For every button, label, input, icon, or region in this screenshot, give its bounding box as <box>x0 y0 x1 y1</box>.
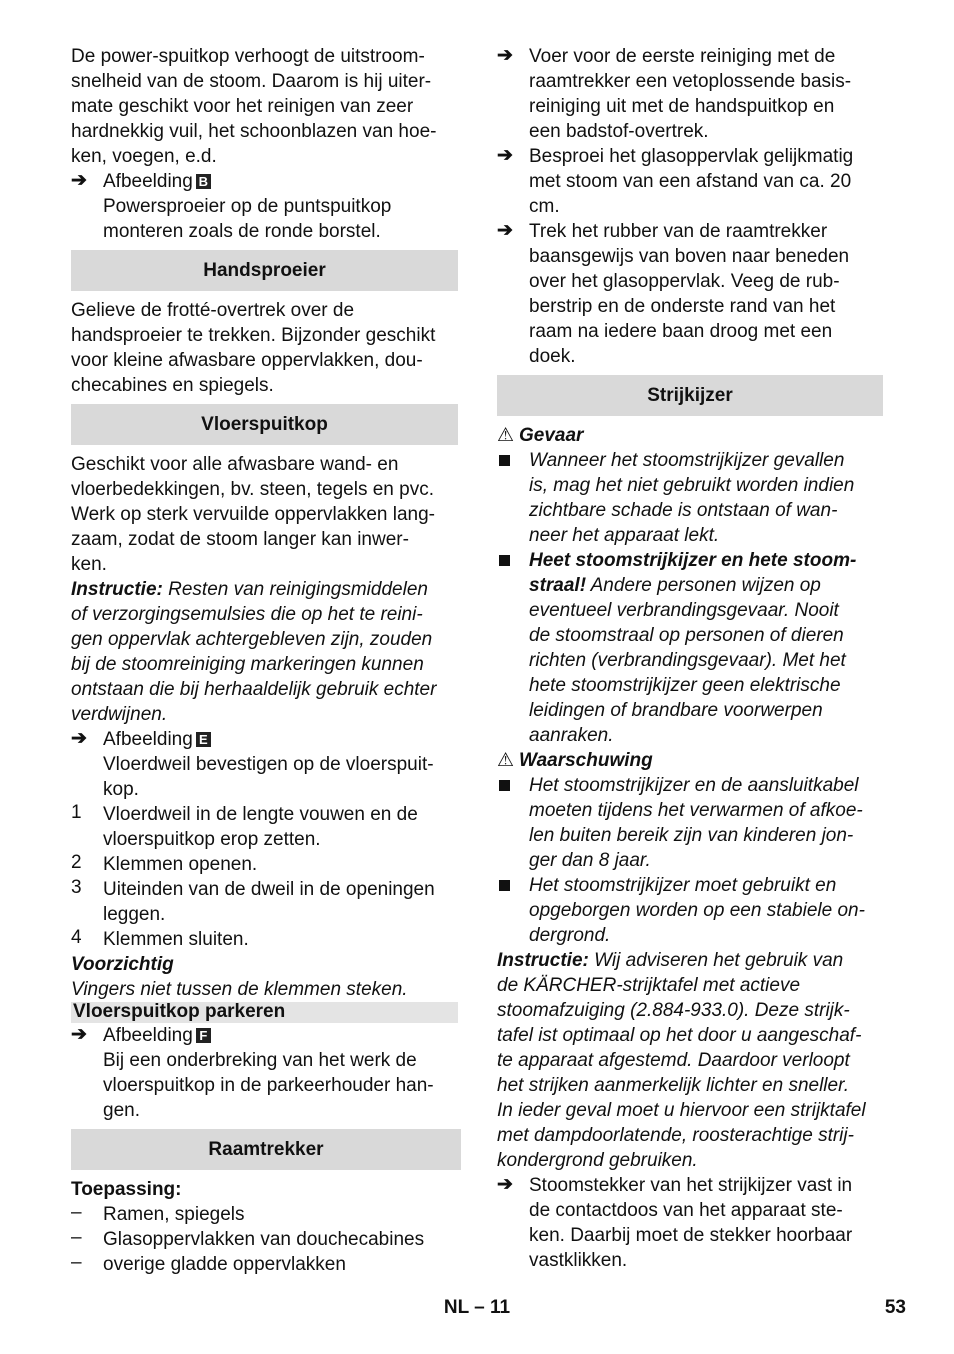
warning-title: Waarschuwing <box>519 750 653 771</box>
warning-item <box>497 873 883 948</box>
instruction-note <box>497 948 883 1173</box>
text-line: zaam, zodat de stoom langer kan inwer- <box>71 529 409 550</box>
text-line: Heet stoomstrijkijzer en hete stoom- <box>529 550 857 571</box>
text-line: stoomafzuiging (2.884-933.0). Deze strijk- <box>497 1000 850 1021</box>
text-line: Klemmen sluiten. <box>103 929 249 950</box>
text-line: hardnekkig vuil, het schoonblazen van hoe- <box>71 121 437 142</box>
figure-label: Afbeelding <box>103 171 193 192</box>
text-line: opgeborgen worden op een stabiele on- <box>529 900 865 921</box>
text-line: Trek het rubber van de raamtrekker <box>529 221 828 242</box>
note-text: Wij adviseren het gebruik van <box>588 950 844 971</box>
subheading-parkeren: Vloerspuitkop parkeren <box>71 1002 458 1023</box>
text-line: mate geschikt voor het reinigen van zeer <box>71 96 414 117</box>
intro-paragraph <box>71 44 458 169</box>
bullet-square <box>497 548 525 572</box>
arrow-icon: ➔ <box>71 1024 87 1045</box>
text-line: ontstaan die bij herhaaldelijk gebruik echter <box>71 679 437 700</box>
warning-icon: ⚠ <box>497 750 515 771</box>
text-line: overige gladde oppervlakken <box>103 1254 346 1275</box>
dash-marker: – <box>71 1202 82 1223</box>
text-line: de contactdoos van het apparaat ste- <box>529 1200 843 1221</box>
item-number: 2 <box>71 852 82 873</box>
text-line: de KÄRCHER-strijktafel met actieve <box>497 975 801 996</box>
arrow-icon: ➔ <box>71 728 87 749</box>
text-line: ken. <box>71 554 107 575</box>
figure-label: Afbeelding <box>103 729 193 750</box>
text-line: over het glasoppervlak. Veeg de rub- <box>529 271 840 292</box>
bullet-square <box>497 448 525 472</box>
text-line: ken. Daarbij moet de stekker hoorbaar <box>529 1225 853 1246</box>
text-line: is, mag het niet gebruikt worden indien <box>529 475 855 496</box>
danger-item <box>497 448 883 548</box>
arrow-step <box>497 219 883 369</box>
list-item <box>71 802 458 852</box>
text-line: voor kleine afwasbare oppervlakken, dou- <box>71 350 423 371</box>
text-line: Ramen, spiegels <box>103 1204 245 1225</box>
note-label: Instructie: <box>71 579 163 600</box>
text-line: gen. <box>103 1100 140 1121</box>
text-line: vloerspuitkop erop zetten. <box>103 829 321 850</box>
text-line: monteren zoals de ronde borstel. <box>103 221 381 242</box>
text-line: Vloerdweil in de lengte vouwen en de <box>103 804 418 825</box>
bullet-square <box>497 773 525 797</box>
text-line: Vloerdweil bevestigen op de vloerspuit- <box>103 754 434 775</box>
text-line: cm. <box>529 196 560 217</box>
text-line: Stoomstekker van het strijkijzer vast in <box>529 1175 853 1196</box>
text-line: handsproeier te trekken. Bijzonder geschikt <box>71 325 436 346</box>
text-line: verdwijnen. <box>71 704 168 725</box>
text-line: Gelieve de frotté-overtrek over de <box>71 300 355 321</box>
arrow-icon: ➔ <box>497 145 513 166</box>
text-line: reiniging uit met de handspuitkop en <box>529 96 835 117</box>
figure-label: Afbeelding <box>103 1025 193 1046</box>
text-line: Voer voor de eerste reiniging met de <box>529 46 836 67</box>
warning-heading <box>497 748 883 773</box>
figure-badge: E <box>196 732 211 747</box>
page-number: 53 <box>884 1297 906 1318</box>
text-line: dergrond. <box>529 925 611 946</box>
text-line: ger dan 8 jaar. <box>529 850 651 871</box>
text-line: moeten tijdens het verwarmen of afkoe- <box>529 800 863 821</box>
bold-text: straal! <box>529 575 587 596</box>
list-item <box>71 927 458 952</box>
text-line: Besproei het glasoppervlak gelijkmatig <box>529 146 854 167</box>
text-line: met stoom van een afstand van ca. 20 <box>529 171 852 192</box>
text-line: een badstof-overtrek. <box>529 121 709 142</box>
text-line: Het stoomstrijkijzer moet gebruikt en <box>529 875 837 896</box>
dash-marker: – <box>71 1227 82 1248</box>
text-line: checabines en spiegels. <box>71 375 274 396</box>
text-line: len buiten bereik zijn van kinderen jon- <box>529 825 854 846</box>
arrow-step <box>497 1173 883 1273</box>
text-line: aanraken. <box>529 725 614 746</box>
arrow-step <box>497 144 883 219</box>
arrow-icon: ➔ <box>497 220 513 241</box>
bullet-square <box>497 873 525 897</box>
text-line: Uiteinden van de dweil in de openingen <box>103 879 435 900</box>
text-line: vloerspuitkop in de parkeerhouder han- <box>103 1075 434 1096</box>
danger-item <box>497 548 883 748</box>
figure-step-b <box>71 169 458 244</box>
text-line: bij de stoomreiniging markeringen kunnen <box>71 654 424 675</box>
text-line: kop. <box>103 779 139 800</box>
text-line: raam na iedere baan droog met een <box>529 321 833 342</box>
text-line: snelheid van de stoom. Daarom is hij uiter- <box>71 71 432 92</box>
text-line: Bij een onderbreking van het werk de <box>103 1050 417 1071</box>
text-line: kondergrond gebruiken. <box>497 1150 698 1171</box>
text-line: leggen. <box>103 904 166 925</box>
numbered-list <box>71 802 458 952</box>
text-line: hete stoomstrijkijzer geen elektrische <box>529 675 841 696</box>
text-line: berstrip en de onderste rand van het <box>529 296 836 317</box>
list-item <box>71 877 458 927</box>
text-line: met dampdoorlatende, roosterachtige strij- <box>497 1125 854 1146</box>
usage-label: Toepassing: <box>71 1179 182 1200</box>
item-number: 3 <box>71 877 82 898</box>
dash-marker: – <box>71 1252 82 1273</box>
text-line: baansgewijs van boven naar beneden <box>529 246 850 267</box>
note-text: Resten van reinigingsmiddelen <box>162 579 428 600</box>
text: Andere personen wijzen op <box>586 575 821 596</box>
text-line: raamtrekker een vetoplossende basis- <box>529 71 852 92</box>
instruction-note <box>71 577 458 727</box>
arrow-icon: ➔ <box>497 1174 513 1195</box>
figure-badge: F <box>196 1028 211 1043</box>
usage-list <box>71 1202 458 1277</box>
text-line: Het stoomstrijkijzer en de aansluitkabel <box>529 775 859 796</box>
list-item <box>71 852 458 877</box>
section-heading-raamtrekker: Raamtrekker <box>71 1129 461 1170</box>
text-line: te apparaat afgestemd. Daardoor verloopt <box>497 1050 850 1071</box>
text-line: eventueel verbrandingsgevaar. Nooit <box>529 600 839 621</box>
text-line: tafel ist optimaal op het door u aangeschaf- <box>497 1025 862 1046</box>
item-number: 4 <box>71 927 82 948</box>
text-line: ken, voegen, e.d. <box>71 146 217 167</box>
caution-text: Vingers niet tussen de klemmen steken. <box>71 979 408 1000</box>
warning-item <box>497 773 883 873</box>
text-line: de stoomstraal op personen of dieren <box>529 625 844 646</box>
list-item <box>71 1252 458 1277</box>
text-line: Werk op sterk vervuilde oppervlakken lang- <box>71 504 435 525</box>
note-label: Instructie: <box>497 950 589 971</box>
text-line: leidingen of brandbare voorwerpen <box>529 700 823 721</box>
text-line: Geschikt voor alle afwasbare wand- en <box>71 454 399 475</box>
arrow-step <box>497 44 883 144</box>
text-line: richten (verbrandingsgevaar). Met het <box>529 650 846 671</box>
text-line: vastklikken. <box>529 1250 628 1271</box>
warning-icon: ⚠ <box>497 425 515 446</box>
text-line: neer het apparaat lekt. <box>529 525 720 546</box>
left-column <box>71 44 458 1277</box>
text-line: vloerbedekkingen, bv. steen, tegels en pvc. <box>71 479 434 500</box>
text-line: Glasoppervlakken van douchecabines <box>103 1229 425 1250</box>
danger-heading <box>497 423 883 448</box>
handsproeier-paragraph <box>71 298 458 398</box>
arrow-icon: ➔ <box>497 45 513 66</box>
caution-title: Voorzichtig <box>71 954 174 975</box>
danger-title: Gevaar <box>519 425 584 446</box>
text-line: doek. <box>529 346 576 367</box>
text-line: Wanneer het stoomstrijkijzer gevallen <box>529 450 845 471</box>
figure-badge: B <box>196 174 211 189</box>
section-heading-strijkijzer: Strijkijzer <box>497 375 883 416</box>
text-line: of verzorgingsemulsies die op het te reini- <box>71 604 423 625</box>
arrow-icon: ➔ <box>71 170 87 191</box>
text-line: zichtbare schade is ontstaan of wan- <box>529 500 838 521</box>
figure-step-f <box>71 1023 458 1123</box>
list-item <box>71 1227 458 1252</box>
section-page-label: NL – 11 <box>443 1297 511 1318</box>
vloerspuitkop-paragraph <box>71 452 458 577</box>
text-line: In ieder geval moet u hiervoor een strijktafel <box>497 1100 866 1121</box>
text-line: Klemmen openen. <box>103 854 258 875</box>
page-footer <box>0 1297 954 1322</box>
text-line: het strijken aanmerkelijk lichter en sneller. <box>497 1075 850 1096</box>
list-item <box>71 1202 458 1227</box>
section-heading-vloerspuitkop: Vloerspuitkop <box>71 404 458 445</box>
section-heading-handsproeier: Handsproeier <box>71 250 458 291</box>
text-line: gen oppervlak achtergebleven zijn, zouden <box>71 629 433 650</box>
right-column <box>497 44 883 1273</box>
item-number: 1 <box>71 802 82 823</box>
text-line: Powersproeier op de puntspuitkop <box>103 196 392 217</box>
figure-step-e <box>71 727 458 802</box>
text-line: De power-spuitkop verhoogt de uitstroom- <box>71 46 425 67</box>
